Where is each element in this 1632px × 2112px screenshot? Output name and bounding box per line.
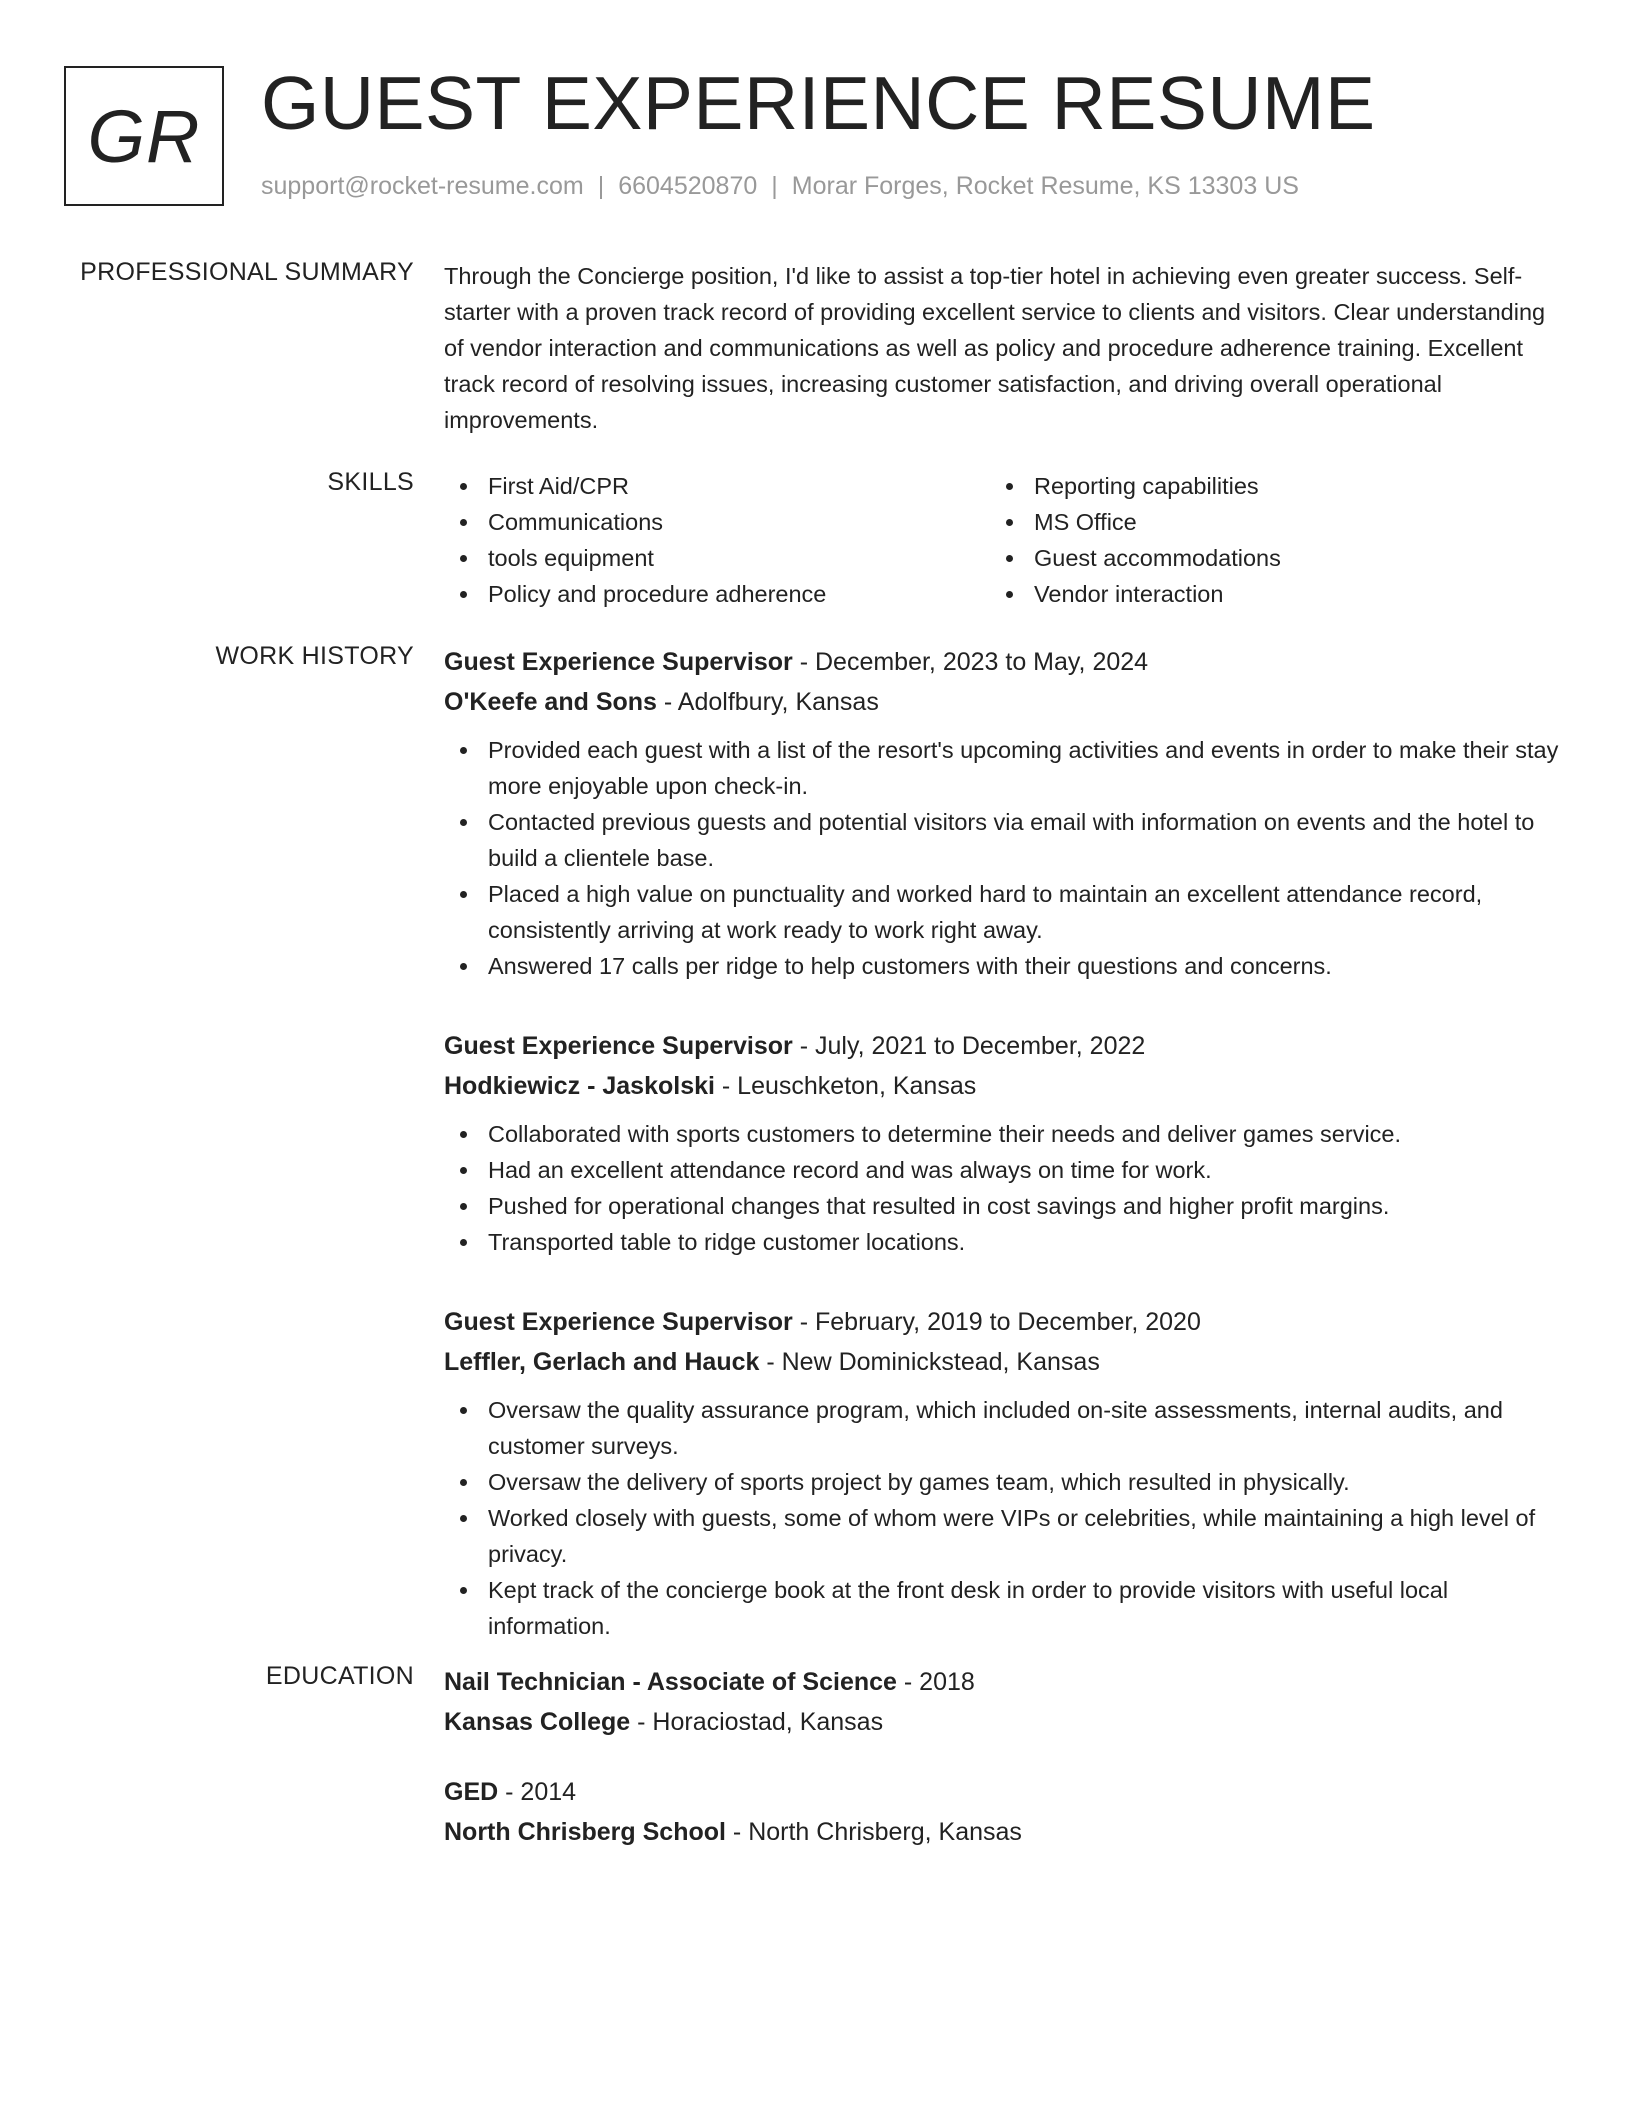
contact-email[interactable]: support@rocket-resume.com — [261, 172, 584, 200]
bullet-dot — [460, 519, 467, 526]
skill-item: tools equipment — [444, 540, 990, 576]
job-entry — [444, 1026, 1564, 1260]
job-bullet: Worked closely with guests, some of whom were VIPs or celebrities, while maintaining a high level of privacy. — [444, 1500, 1564, 1572]
education-year: - 2014 — [505, 1778, 577, 1806]
bullet-dot — [460, 1131, 467, 1138]
bullet-dot — [460, 747, 467, 754]
job-company-line — [444, 682, 1564, 722]
section-label-summary: PROFESSIONAL SUMMARY — [80, 258, 414, 286]
bullet-dot — [460, 555, 467, 562]
skills-column-2 — [990, 468, 1281, 612]
job-bullet: Kept track of the concierge book at the front desk in order to provide visitors with useful local information. — [444, 1572, 1564, 1644]
job-company: Leffler, Gerlach and Hauck — [444, 1348, 760, 1376]
bullet-dot — [460, 963, 467, 970]
bullet-dot — [460, 1407, 467, 1414]
job-bullet: Answered 17 calls per ridge to help customers with their questions and concerns. — [444, 948, 1564, 984]
bullet-dot — [460, 891, 467, 898]
bullet-dot — [460, 483, 467, 490]
education-school: Kansas College — [444, 1708, 631, 1736]
job-company-line — [444, 1342, 1564, 1382]
bullet-dot — [460, 1479, 467, 1486]
education-school-line — [444, 1812, 1564, 1852]
job-title-line — [444, 1302, 1564, 1342]
job-title-line — [444, 642, 1564, 682]
job-bullets — [444, 1116, 1564, 1260]
job-title: Guest Experience Supervisor — [444, 1308, 793, 1336]
job-dates: - July, 2021 to December, 2022 — [799, 1032, 1146, 1060]
job-bullet: Contacted previous guests and potential visitors via email with information on events and the hotel to build a clientele base. — [444, 804, 1564, 876]
job-entry — [444, 1302, 1564, 1644]
job-bullet: Oversaw the delivery of sports project by games team, which resulted in physically. — [444, 1464, 1564, 1500]
job-dates: - December, 2023 to May, 2024 — [799, 648, 1149, 676]
skill-item: Communications — [444, 504, 990, 540]
bullet-dot — [460, 591, 467, 598]
job-company: Hodkiewicz - Jaskolski — [444, 1072, 715, 1100]
job-bullets — [444, 732, 1564, 984]
bullet-dot — [460, 1239, 467, 1246]
bullet-dot — [1006, 519, 1013, 526]
education-degree: Nail Technician - Associate of Science — [444, 1668, 897, 1696]
bullet-dot — [1006, 591, 1013, 598]
section-label-work-history: WORK HISTORY — [215, 642, 414, 670]
skill-item: MS Office — [990, 504, 1281, 540]
job-title: Guest Experience Supervisor — [444, 648, 793, 676]
page-title: GUEST EXPERIENCE RESUME — [261, 61, 1376, 145]
contact-phone[interactable]: 6604520870 — [618, 172, 758, 200]
contact-separator: | — [771, 172, 778, 200]
job-bullets — [444, 1392, 1564, 1644]
skill-item: First Aid/CPR — [444, 468, 990, 504]
contact-separator: | — [597, 172, 605, 200]
education-school: North Chrisberg School — [444, 1818, 726, 1846]
education-location: - Horaciostad, Kansas — [637, 1708, 884, 1736]
education-degree-line — [444, 1772, 1564, 1812]
skills-column-1 — [444, 468, 990, 612]
job-bullet: Pushed for operational changes that resulted in cost savings and higher profit margins. — [444, 1188, 1564, 1224]
contact-address: Morar Forges, Rocket Resume, KS 13303 US — [791, 172, 1299, 200]
job-title-line — [444, 1026, 1564, 1066]
contact-line — [261, 172, 1299, 201]
bullet-dot — [460, 819, 467, 826]
job-bullet: Collaborated with sports customers to determine their needs and deliver games service. — [444, 1116, 1564, 1152]
education-school-line — [444, 1702, 1564, 1742]
job-entry — [444, 642, 1564, 984]
job-title: Guest Experience Supervisor — [444, 1032, 793, 1060]
summary-text: Through the Concierge position, I'd like to assist a top-tier hotel in achieving even greater success. Self-starter with a proven track record of providing excellent service to clients and visitors. Clear understanding of vendor interaction and communications as well as policy and procedure adherence training. Excellent track record of resolving issues, increasing customer satisfaction, and driving overall operational improvements. — [444, 263, 1546, 433]
job-company-line — [444, 1066, 1564, 1106]
education-entry — [444, 1662, 1564, 1742]
job-bullet: Transported table to ridge customer locations. — [444, 1224, 1564, 1260]
job-bullet: Oversaw the quality assurance program, which included on-site assessments, internal audits, and customer surveys. — [444, 1392, 1564, 1464]
education-entry — [444, 1772, 1564, 1852]
resume-header — [64, 61, 1584, 216]
job-bullet: Had an excellent attendance record and was always on time for work. — [444, 1152, 1564, 1188]
skill-item: Policy and procedure adherence — [444, 576, 990, 612]
section-label-education: EDUCATION — [265, 1662, 414, 1690]
bullet-dot — [460, 1167, 467, 1174]
education-location: - North Chrisberg, Kansas — [732, 1818, 1022, 1846]
bullet-dot — [1006, 483, 1013, 490]
skill-item: Guest accommodations — [990, 540, 1281, 576]
education-degree: GED — [444, 1778, 499, 1806]
bullet-dot — [1006, 555, 1013, 562]
education-degree-line — [444, 1662, 1564, 1702]
monogram-badge: GR — [64, 66, 224, 206]
skills-grid — [444, 468, 1564, 612]
skill-item: Vendor interaction — [990, 576, 1281, 612]
job-company: O'Keefe and Sons — [444, 688, 657, 716]
skill-item: Reporting capabilities — [990, 468, 1281, 504]
bullet-dot — [460, 1515, 467, 1522]
job-location: - Leuschketon, Kansas — [721, 1072, 977, 1100]
section-label-skills: SKILLS — [327, 468, 414, 496]
job-bullet: Placed a high value on punctuality and worked hard to maintain an excellent attendance record, consistently arriving at work ready to work right away. — [444, 876, 1564, 948]
bullet-dot — [460, 1587, 467, 1594]
job-location: - Adolfbury, Kansas — [663, 688, 879, 716]
job-location: - New Dominickstead, Kansas — [766, 1348, 1100, 1376]
job-bullet: Provided each guest with a list of the resort's upcoming activities and events in order to make their stay more enjoyable upon check-in. — [444, 732, 1564, 804]
education-year: - 2018 — [903, 1668, 975, 1696]
job-dates: - February, 2019 to December, 2020 — [799, 1308, 1201, 1336]
bullet-dot — [460, 1203, 467, 1210]
